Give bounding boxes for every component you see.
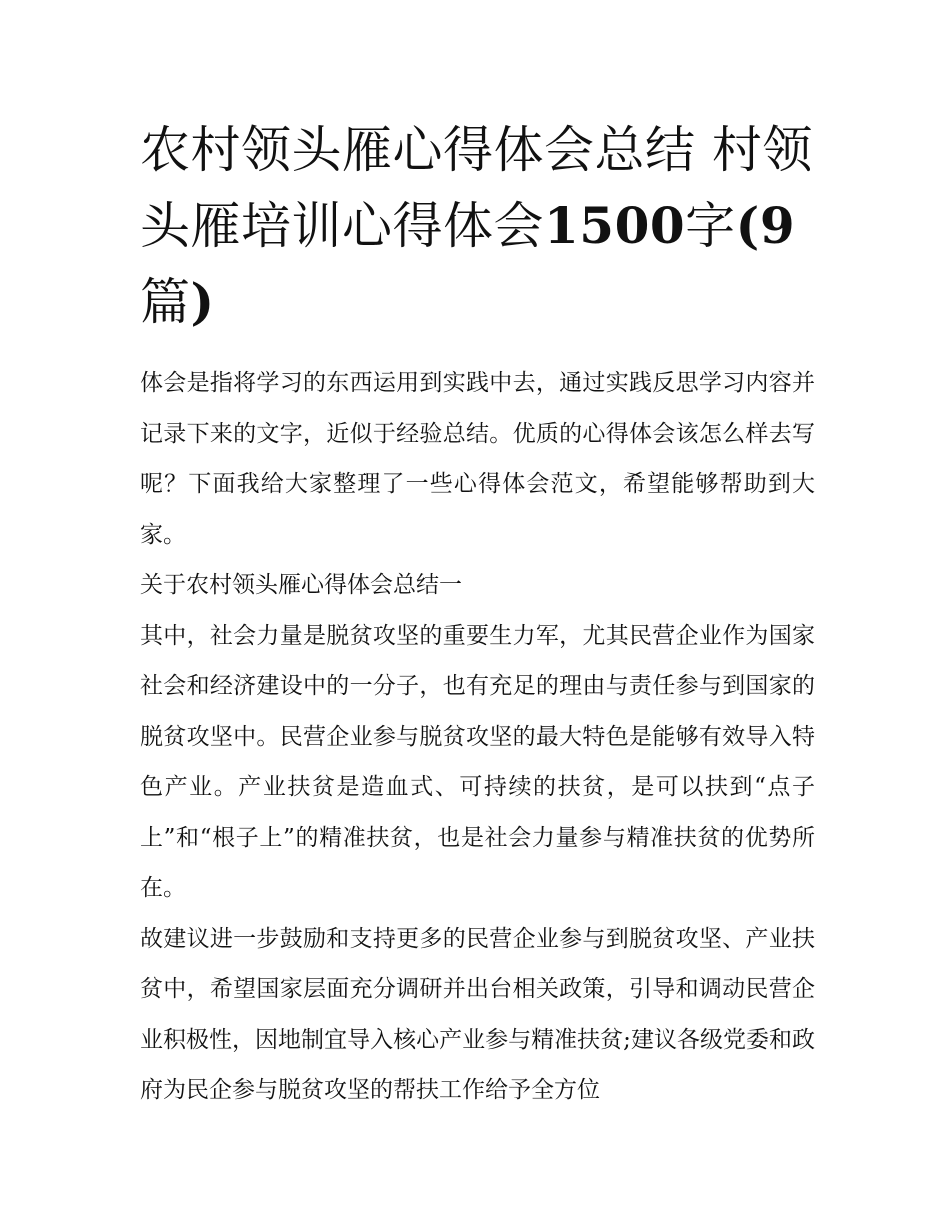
document-body (140, 358, 815, 1116)
document-page (140, 112, 815, 1116)
section-heading: 关于农村领头雁心得体会总结一 (140, 572, 462, 598)
intro-paragraph: 体会是指将学习的东西运用到实践中去，通过实践反思学习内容并记录下来的文字，近似于经验总结。优质的心得体会该怎么样去写呢？下面我给大家整理了一些心得体会范文，希望能够帮助到大家。 (140, 370, 815, 548)
body-paragraph: 其中，社会力量是脱贫攻坚的重要生力军，尤其民营企业作为国家社会和经济建设中的一分子，也有充足的理由与责任参与到国家的脱贫攻坚中。民营企业参与脱贫攻坚的最大特色是能够有效导入特色产业。产业扶贫是造血式、可持续的扶贫，是可以扶到“点子上”和“根子上”的精准扶贫，也是社会力量参与精准扶贫的优势所在。 (140, 622, 815, 901)
body-paragraph: 故建议进一步鼓励和支持更多的民营企业参与到脱贫攻坚、产业扶贫中，希望国家层面充分调研并出台相关政策，引导和调动民营企业积极性，因地制宜导入核心产业参与精准扶贫;建议各级党委和政府为民企参与脱贫攻坚的帮扶工作给予全方位 (140, 925, 815, 1103)
document-title: 农村领头雁心得体会总结 村领头雁培训心得体会1500字(9篇) (140, 121, 813, 331)
